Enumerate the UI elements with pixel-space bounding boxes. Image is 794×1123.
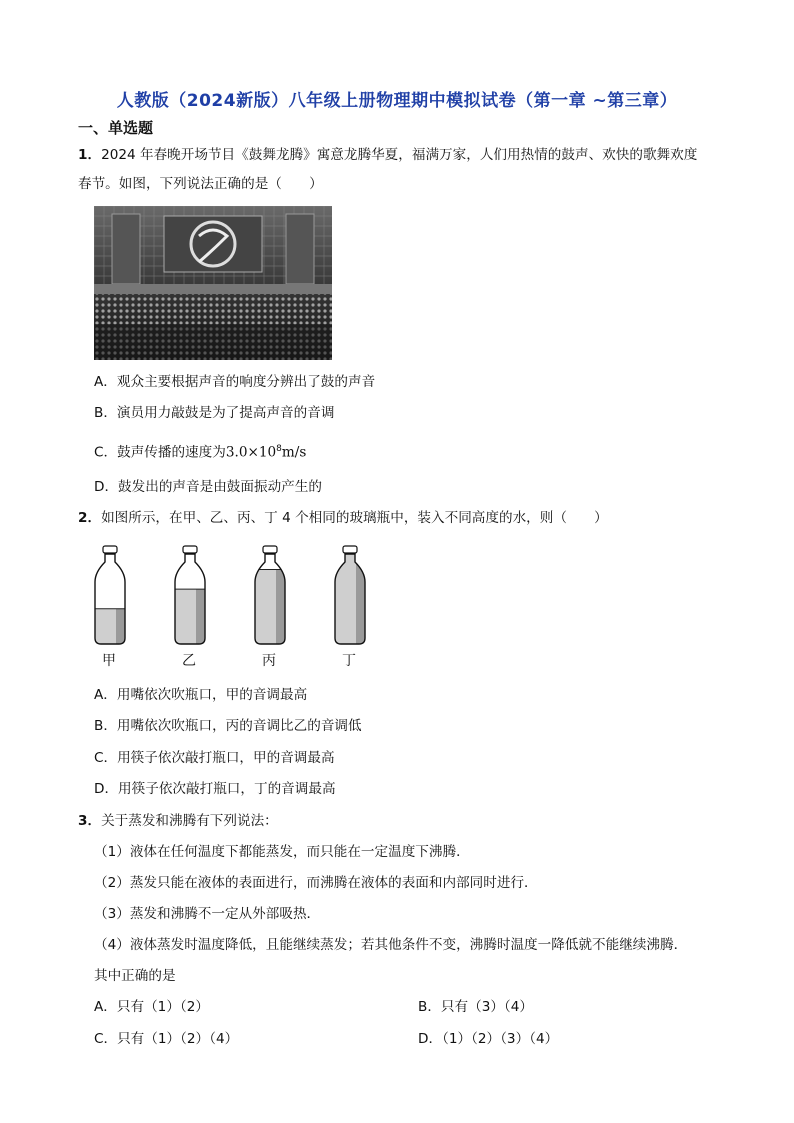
q3-option-c[interactable]: C．只有（1）（2）（4） (94, 1031, 239, 1047)
q1-option-b[interactable]: B．演员用力敲鼓是为了提高声音的音调 (94, 405, 335, 421)
q1-option-d[interactable]: D．鼓发出的声音是由鼓面振动产生的 (94, 479, 322, 495)
q1-option-a[interactable]: A．观众主要根据声音的响度分辨出了鼓的声音 (94, 374, 376, 390)
stage-photo-graphic (94, 206, 332, 360)
q3-option-b[interactable]: B．只有（3）（4） (418, 999, 533, 1015)
q3-statement-1: （1）液体在任何温度下都能蒸发，而只能在一定温度下沸腾． (94, 844, 470, 860)
q2-option-c[interactable]: C．用筷子依次敲打瓶口，甲的音调最高 (94, 750, 335, 766)
bottle-label-yi: 乙 (182, 653, 196, 669)
spring-gala-stage-photo (94, 206, 332, 360)
bottle-lip-0 (103, 546, 117, 553)
q3-option-a[interactable]: A．只有（1）（2） (94, 999, 209, 1015)
bottle-lip-1 (183, 546, 197, 553)
bottle-lip-3 (343, 546, 357, 553)
section-heading: 一、单选题 (78, 119, 154, 137)
q1-option-c[interactable]: C．鼓声传播的速度为$3.0\times 10^8m/s$ (94, 444, 307, 461)
q2-stem: 2．如图所示，在甲、乙、丙、丁 4 个相同的玻璃瓶中，装入不同高度的水，则（ ） (78, 510, 608, 526)
q3-statement-3: （3）蒸发和沸腾不一定从外部吸热． (94, 906, 321, 922)
bottle-label-ding: 丁 (342, 653, 356, 669)
q1-stem-line1: 1．2024 年春晚开场节目《鼓舞龙腾》寓意龙腾华夏，福满万家，人们用热情的鼓声、欢快的歌舞欢度 (78, 147, 698, 163)
q1-stem-line2: 春节。如图，下列说法正确的是（ ） (78, 176, 323, 192)
q3-option-d[interactable]: D．（1）（2）（3）（4） (418, 1031, 559, 1047)
q3-prompt: 其中正确的是 (94, 968, 176, 984)
bottle-water-shade-1 (196, 589, 205, 644)
page-title: 人教版（2024新版）八年级上册物理期中模拟试卷（第一章 ~第三章） (116, 91, 678, 111)
four-bottles-figure (90, 540, 370, 650)
q1-number: 1． (78, 147, 102, 163)
q3-number: 3． (78, 813, 102, 829)
q2-number: 2． (78, 510, 102, 526)
q2-option-a[interactable]: A．用嘴依次吹瓶口，甲的音调最高 (94, 687, 308, 703)
q3-statement-4: （4）液体蒸发时温度降低，且能继续蒸发；若其他条件不变，沸腾时温度一降低就不能继续沸腾． (94, 937, 688, 953)
q3-statement-2: （2）蒸发只能在液体的表面进行，而沸腾在液体的表面和内部同时进行． (94, 875, 538, 891)
bottle-water-shade-0 (116, 609, 125, 644)
bottle-label-jia: 甲 (102, 653, 116, 669)
bottle-label-bing: 丙 (262, 653, 276, 669)
q2-option-b[interactable]: B．用嘴依次吹瓶口，丙的音调比乙的音调低 (94, 718, 362, 734)
bottle-lip-2 (263, 546, 277, 553)
q2-option-d[interactable]: D．用筷子依次敲打瓶口，丁的音调最高 (94, 781, 336, 797)
bottle-water-shade-2 (276, 570, 285, 644)
q3-stem: 3．关于蒸发和沸腾有下列说法： (78, 813, 278, 829)
